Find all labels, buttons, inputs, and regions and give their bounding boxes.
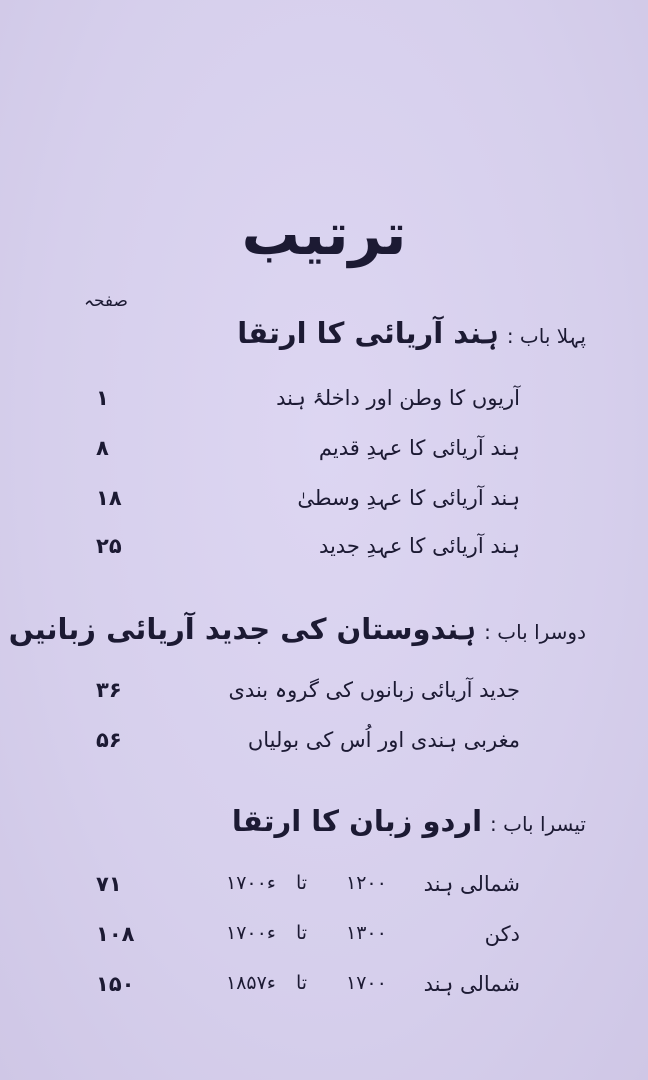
toc-entry <box>0 728 648 764</box>
chapter-3-title: اردو زبان کا ارتقا <box>231 804 483 838</box>
toc-entry-end-year: ۱۷۰۰ء <box>226 872 276 894</box>
toc-entry-separator: تا <box>296 872 308 894</box>
toc-entry-end-year: ۱۷۰۰ء <box>226 922 276 944</box>
chapter-3-heading <box>232 804 586 838</box>
toc-entry-separator: تا <box>296 922 308 944</box>
toc-entry-label: ہند آریائی کا عہدِ جدید <box>318 534 520 558</box>
toc-entry-page: ۳۶ <box>96 678 122 702</box>
chapter-1-heading <box>237 316 586 350</box>
toc-entry-region: شمالی ہند <box>423 872 520 896</box>
toc-entry <box>0 678 648 714</box>
toc-entry <box>0 534 648 570</box>
toc-entry <box>0 386 648 422</box>
toc-period-entry <box>0 922 648 958</box>
toc-entry-start-year: ۱۷۰۰ <box>346 972 387 994</box>
toc-entry-page: ۱۵۰ <box>96 972 135 996</box>
toc-entry-start-year: ۱۲۰۰ <box>346 872 387 894</box>
toc-period-entry <box>0 872 648 908</box>
toc-entry-page: ۲۵ <box>96 534 122 558</box>
chapter-2-title: ہندوستان کی جدید آریائی زبانیں <box>8 612 477 646</box>
toc-entry-region: شمالی ہند <box>423 972 520 996</box>
page-title: ترتیب <box>241 200 407 268</box>
chapter-3-prefix: تیسرا باب : <box>490 812 586 836</box>
chapter-1-prefix: پہلا باب : <box>506 324 586 348</box>
toc-entry-page: ۵۶ <box>96 728 122 752</box>
chapter-2-heading <box>9 612 586 646</box>
toc-entry-start-year: ۱۳۰۰ <box>346 922 387 944</box>
toc-entry-page: ۷۱ <box>96 872 122 896</box>
toc-period-entry <box>0 972 648 1008</box>
toc-entry-region: دکن <box>484 922 520 946</box>
toc-entry-label: آریوں کا وطن اور داخلۂ ہند <box>276 386 520 410</box>
toc-entry-label: جدید آریائی زبانوں کی گروہ بندی <box>228 678 520 702</box>
toc-entry-page: ۱۸ <box>96 486 122 510</box>
toc-entry-label: ہند آریائی کا عہدِ وسطیٰ <box>297 486 520 510</box>
toc-entry <box>0 436 648 472</box>
toc-entry-separator: تا <box>296 972 308 994</box>
toc-entry-page: ۱۰۸ <box>96 922 135 946</box>
toc-entry <box>0 486 648 522</box>
toc-entry-label: ہند آریائی کا عہدِ قدیم <box>318 436 520 460</box>
toc-entry-label: مغربی ہندی اور اُس کی بولیاں <box>247 728 520 752</box>
page-column-label: صفحہ <box>84 291 128 311</box>
toc-entry-page: ۱ <box>96 386 109 410</box>
toc-entry-end-year: ۱۸۵۷ء <box>226 972 276 994</box>
toc-entry-page: ۸ <box>96 436 109 460</box>
chapter-1-title: ہند آریائی کا ارتقا <box>237 316 499 350</box>
chapter-2-prefix: دوسرا باب : <box>484 620 586 644</box>
